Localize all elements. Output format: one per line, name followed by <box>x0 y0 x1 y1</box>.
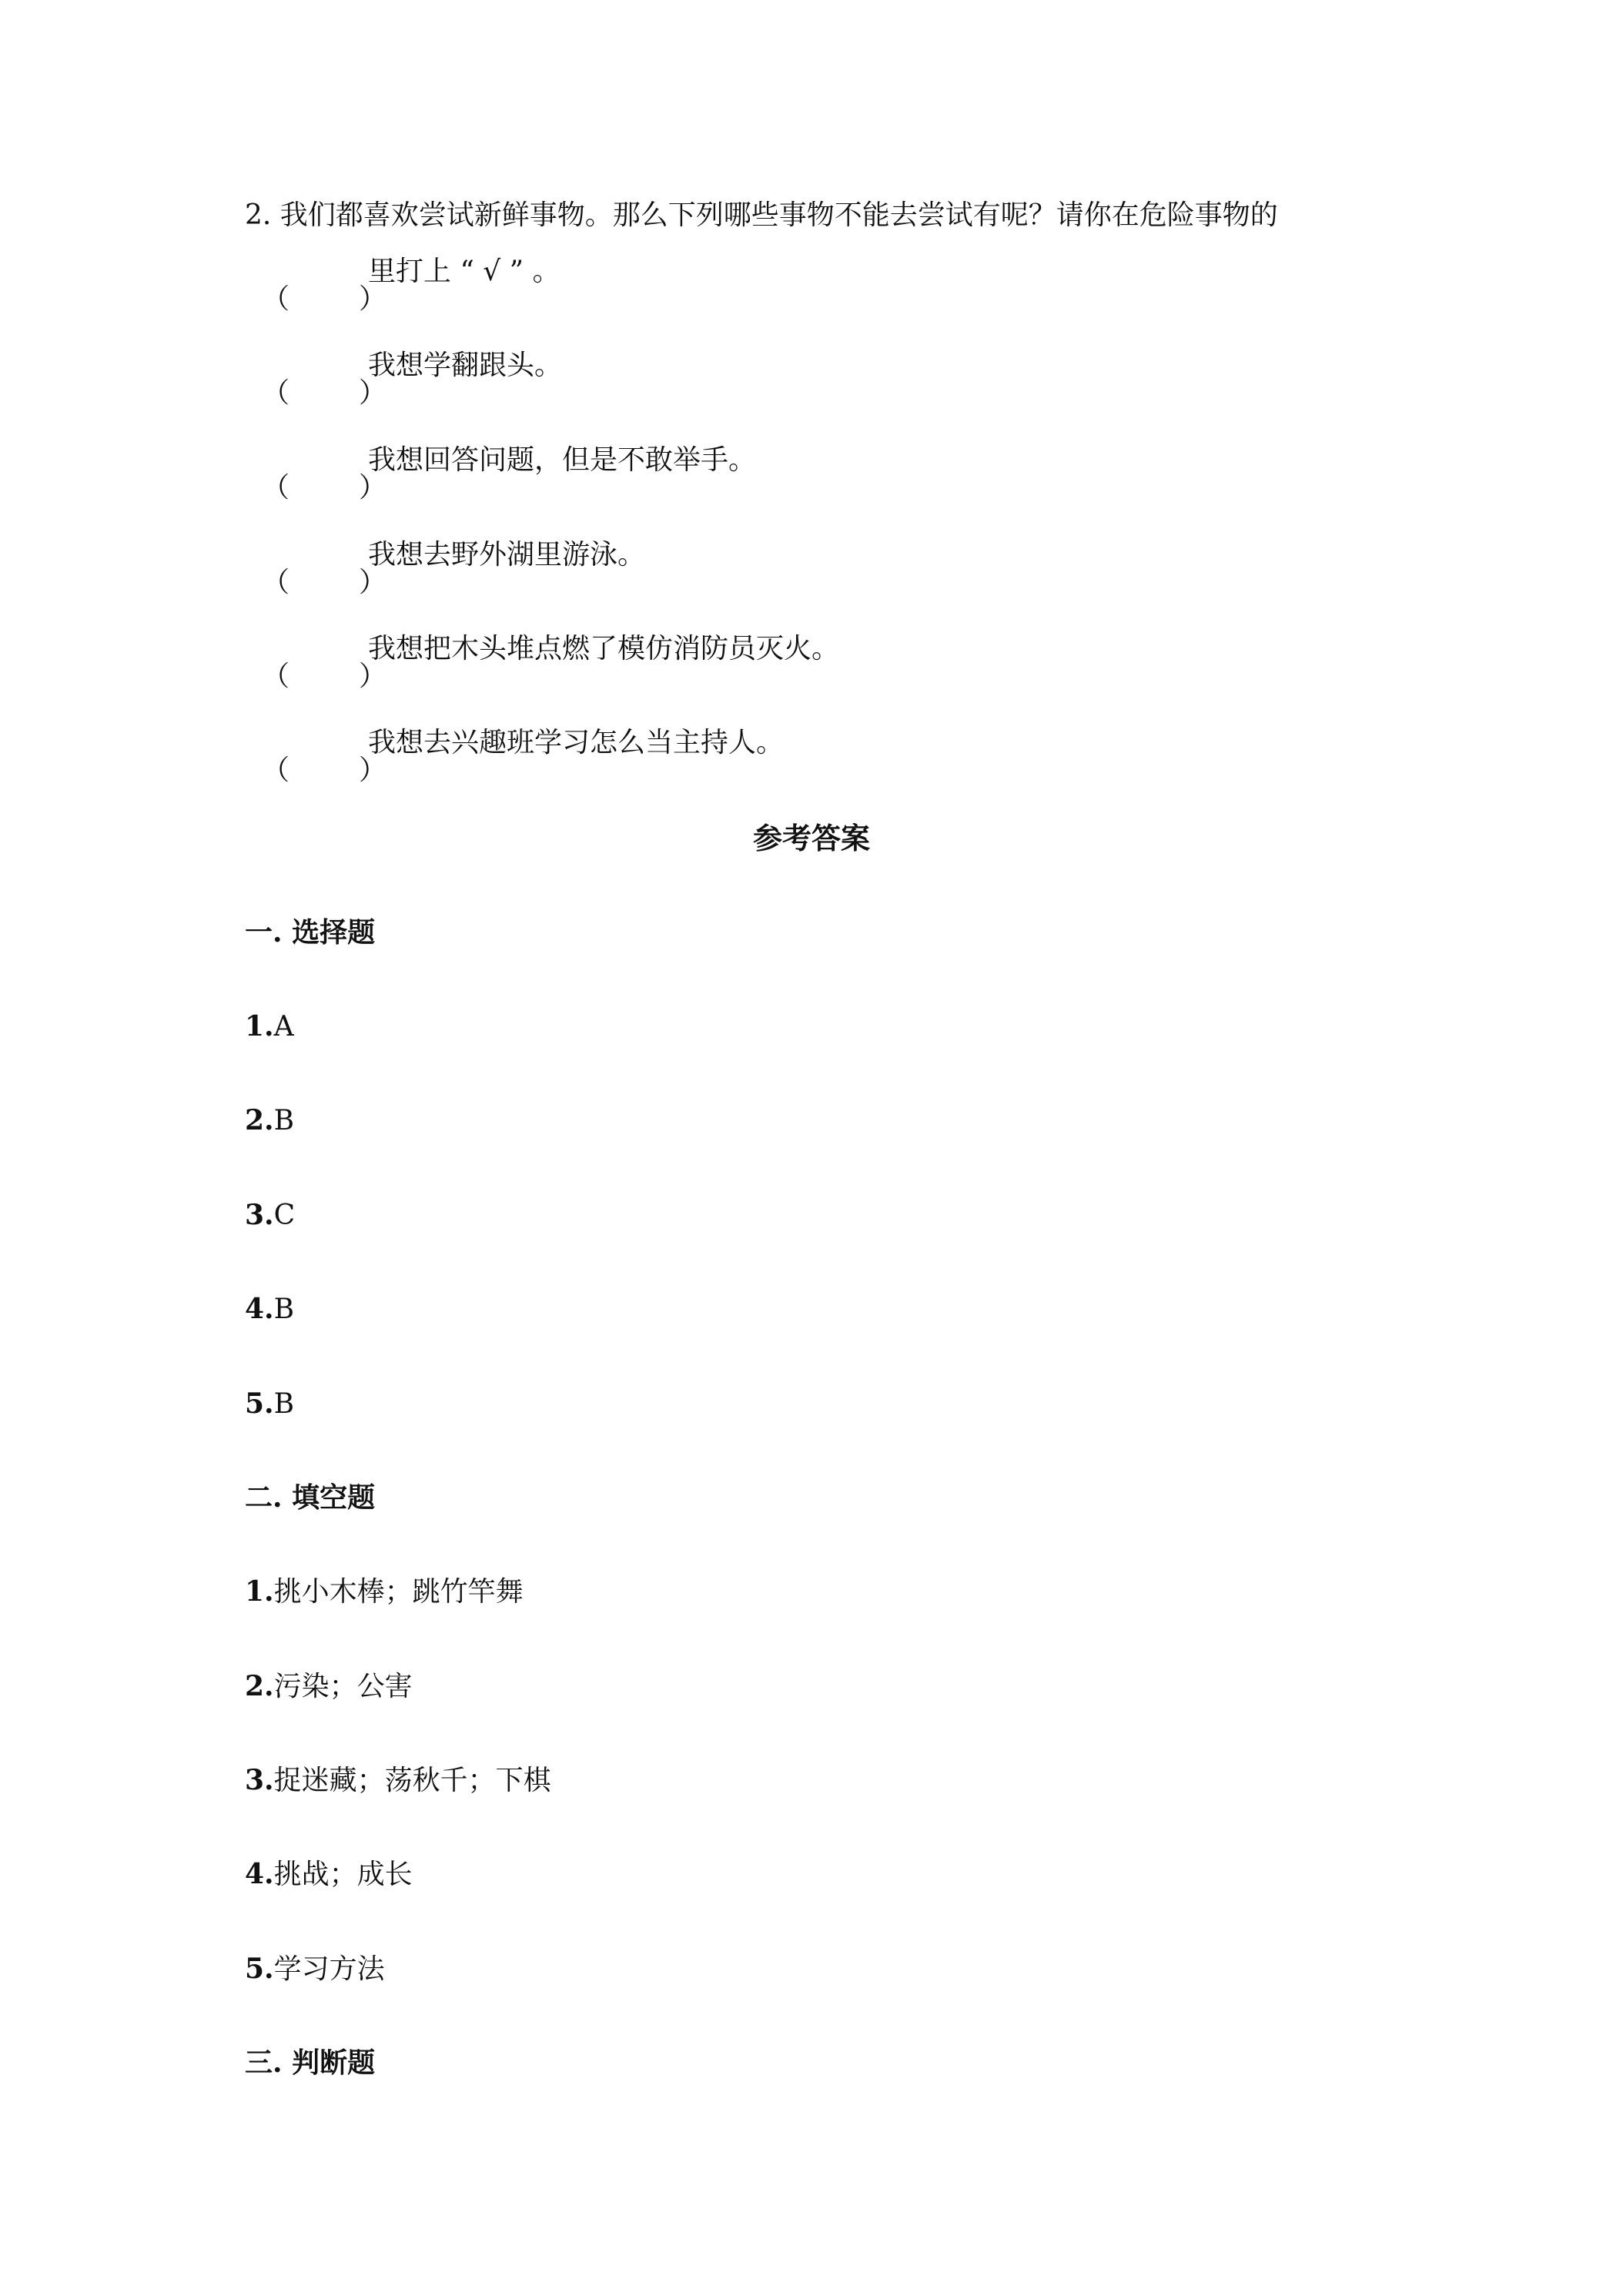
answers-title: 参考答案 <box>752 821 870 855</box>
answer-number: 1. <box>245 1010 274 1043</box>
answer-text: B <box>273 1105 295 1136</box>
option-row: （ ） 我想去兴趣班学习怎么当主持人。 <box>245 724 784 762</box>
answer-number: 4. <box>245 1293 274 1325</box>
answer-number: 4. <box>245 1858 274 1890</box>
section-heading-fill: 二. 填空题 <box>245 1481 376 1514</box>
answer-text: C <box>273 1200 296 1231</box>
answer-text: 污染；公害 <box>273 1671 413 1702</box>
answer-item <box>245 1101 294 1140</box>
section-heading-choice: 一. 选择题 <box>245 916 376 949</box>
option-text: 我想回答问题，但是不敢举手。 <box>368 444 757 476</box>
answer-text: 挑小木棒；跳竹竿舞 <box>273 1576 524 1608</box>
question-2-stem-text: 2. 我们都喜欢尝试新鲜事物。那么下列哪些事物不能去尝试有呢？请你在危险事物的 <box>245 199 1278 231</box>
question-2-stem-line2: （ ） 里打上 “ √ ” 。 <box>245 253 561 291</box>
answer-item <box>245 1572 524 1612</box>
answer-text: 学习方法 <box>273 1953 385 1985</box>
option-row: （ ） 我想把木头堆点燃了模仿消防员灭火。 <box>245 630 839 668</box>
question-2-stem-line2-text: 里打上 “ √ ” 。 <box>368 256 561 287</box>
option-text: 我想去野外湖里游泳。 <box>368 539 646 571</box>
answer-item <box>245 1855 413 1894</box>
option-text: 我想把木头堆点燃了模仿消防员灭火。 <box>368 633 840 664</box>
answer-text: B <box>273 1388 295 1420</box>
answer-item <box>245 1290 294 1329</box>
answer-number: 2. <box>245 1670 274 1702</box>
answer-number: 1. <box>245 1575 274 1608</box>
answer-item <box>245 1007 294 1046</box>
option-text: 我想去兴趣班学习怎么当主持人。 <box>368 727 785 758</box>
answer-item <box>245 1667 413 1706</box>
answer-item <box>245 1384 294 1424</box>
answer-number: 3. <box>245 1764 274 1796</box>
answer-number: 5. <box>245 1953 274 1985</box>
answer-number: 2. <box>245 1104 274 1136</box>
option-row: （ ） 我想回答问题，但是不敢举手。 <box>245 441 756 480</box>
answer-text: 挑战；成长 <box>273 1859 413 1890</box>
question-2-stem <box>245 196 1278 235</box>
section-heading-judge: 三. 判断题 <box>245 2047 376 2079</box>
answer-item <box>245 1196 295 1235</box>
answer-item <box>245 1761 551 1800</box>
answer-number: 3. <box>245 1199 274 1231</box>
answer-number: 5. <box>245 1387 274 1420</box>
answer-text: A <box>273 1011 294 1043</box>
answer-text: B <box>273 1294 295 1325</box>
answer-item <box>245 1950 385 1989</box>
answer-text: 捉迷藏；荡秋千；下棋 <box>273 1765 551 1796</box>
option-text: 我想学翻跟头。 <box>368 350 563 381</box>
option-row: （ ） 我想学翻跟头。 <box>245 346 562 385</box>
option-row: （ ） 我想去野外湖里游泳。 <box>245 536 645 574</box>
